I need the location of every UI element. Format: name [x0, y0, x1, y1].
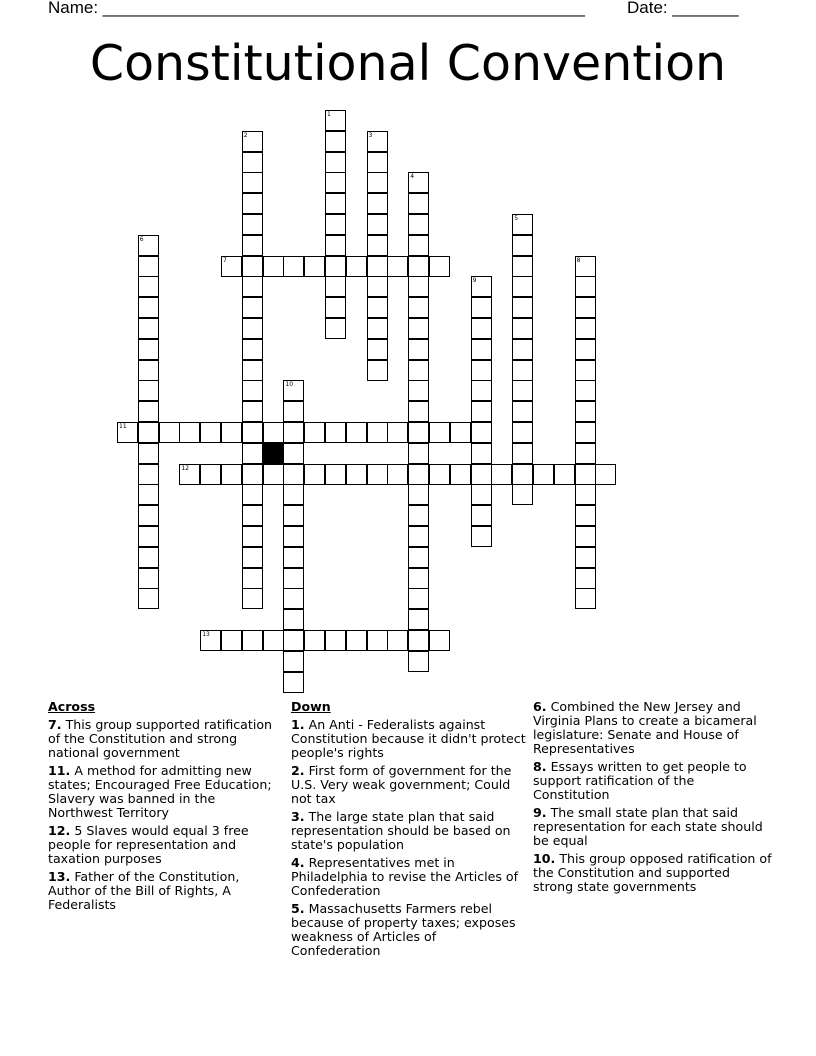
grid-cell[interactable] [283, 588, 304, 609]
grid-cell[interactable] [367, 422, 388, 443]
clue-number: 3 [368, 131, 373, 139]
grid-cell[interactable] [367, 235, 388, 256]
grid-cell[interactable] [429, 630, 450, 651]
clue-number: 9 [472, 277, 477, 285]
grid-cell[interactable] [221, 422, 242, 443]
grid-cell[interactable] [512, 380, 533, 401]
grid-cell[interactable] [242, 172, 263, 193]
grid-cell[interactable] [242, 464, 263, 485]
clue-text: Essays written to get people to support ratification of the Constitution [533, 759, 747, 802]
grid-cell[interactable] [429, 422, 450, 443]
grid-cell[interactable] [408, 276, 429, 297]
clue-number: 1. [291, 717, 305, 732]
grid-cell[interactable] [325, 630, 346, 651]
grid-cell[interactable] [575, 401, 596, 422]
grid-cell[interactable] [283, 401, 304, 422]
grid-cell[interactable] [304, 422, 325, 443]
down-clues-continued [533, 700, 773, 898]
grid-cell[interactable] [325, 276, 346, 297]
clue [48, 764, 278, 820]
grid-cell[interactable] [138, 568, 159, 589]
grid-cell[interactable] [242, 193, 263, 214]
grid-cell[interactable] [283, 505, 304, 526]
clue-text: This group supported ratification of the Constitution and strong national government [48, 717, 273, 760]
grid-cell[interactable] [117, 422, 138, 443]
grid-cell[interactable] [242, 214, 263, 235]
date-field-label: Date: _______ [627, 0, 739, 17]
grid-cell[interactable] [138, 318, 159, 339]
grid-cell[interactable] [408, 609, 429, 630]
grid-cell[interactable] [387, 256, 408, 277]
grid-cell[interactable] [242, 276, 263, 297]
grid-cell[interactable] [346, 630, 367, 651]
clue [291, 902, 526, 958]
grid-cell[interactable] [533, 464, 554, 485]
grid-cell[interactable] [408, 568, 429, 589]
grid-cell[interactable] [325, 152, 346, 173]
grid-cell[interactable] [471, 443, 492, 464]
grid-cell[interactable] [512, 256, 533, 277]
grid-cell[interactable] [242, 401, 263, 422]
grid-cell[interactable] [242, 131, 263, 152]
grid-cell[interactable] [242, 152, 263, 173]
grid-cell[interactable] [575, 360, 596, 381]
grid-cell[interactable] [283, 630, 304, 651]
grid-cell[interactable] [138, 443, 159, 464]
clue [533, 760, 773, 802]
grid-cell[interactable] [283, 609, 304, 630]
clue-number: 11 [119, 423, 127, 430]
page-title: Constitutional Convention [89, 35, 727, 92]
clue-number: 13. [48, 869, 71, 884]
grid-cell[interactable] [408, 464, 429, 485]
grid-cell[interactable] [471, 422, 492, 443]
grid-cell[interactable] [408, 443, 429, 464]
grid-cell[interactable] [512, 339, 533, 360]
across-clue-list [48, 718, 278, 912]
clue-number: 9. [533, 805, 547, 820]
clue-number: 6 [139, 235, 144, 243]
grid-cell[interactable] [221, 630, 242, 651]
grid-cell[interactable] [471, 526, 492, 547]
grid-cell[interactable] [512, 214, 533, 235]
grid-cell[interactable] [367, 131, 388, 152]
grid-cell[interactable] [367, 214, 388, 235]
grid-cell[interactable] [367, 276, 388, 297]
clue-number: 7. [48, 717, 62, 732]
grid-cell[interactable] [512, 484, 533, 505]
grid-cell[interactable] [242, 256, 263, 277]
grid-cell[interactable] [325, 297, 346, 318]
grid-cell[interactable] [575, 318, 596, 339]
grid-cell[interactable] [138, 547, 159, 568]
grid-cell[interactable] [325, 131, 346, 152]
grid-cell[interactable] [138, 235, 159, 256]
name-field-label: Name: ___________________________________________________ [48, 0, 585, 17]
down-clue-list-continued [533, 700, 773, 894]
grid-cell[interactable] [263, 256, 284, 277]
clue [291, 718, 526, 760]
grid-cell[interactable] [325, 422, 346, 443]
clue-number: 6. [533, 699, 547, 714]
clue-number: 11. [48, 763, 71, 778]
grid-cell[interactable] [575, 547, 596, 568]
grid-cell[interactable] [304, 630, 325, 651]
clue [291, 764, 526, 806]
grid-cell[interactable] [138, 297, 159, 318]
grid-cell[interactable] [387, 464, 408, 485]
grid-cell[interactable] [283, 380, 304, 401]
grid-cell[interactable] [242, 297, 263, 318]
grid-cell[interactable] [325, 318, 346, 339]
grid-cell[interactable] [138, 484, 159, 505]
grid-cell[interactable] [512, 443, 533, 464]
grid-cell[interactable] [575, 297, 596, 318]
grid-cell[interactable] [221, 464, 242, 485]
grid-cell[interactable] [304, 256, 325, 277]
clue [48, 824, 278, 866]
grid-cell[interactable] [575, 505, 596, 526]
grid-cell[interactable] [325, 256, 346, 277]
grid-cell[interactable] [304, 464, 325, 485]
grid-cell[interactable] [387, 422, 408, 443]
grid-cell[interactable] [242, 235, 263, 256]
grid-cell[interactable] [575, 526, 596, 547]
grid-cell[interactable] [512, 360, 533, 381]
grid-cell[interactable] [283, 568, 304, 589]
grid-cell[interactable] [283, 256, 304, 277]
grid-cell[interactable] [242, 380, 263, 401]
grid-cell[interactable] [408, 360, 429, 381]
grid-cell[interactable] [367, 152, 388, 173]
grid-cell[interactable] [408, 630, 429, 651]
clue-number: 5. [291, 901, 305, 916]
grid-cell[interactable] [200, 464, 221, 485]
grid-cell[interactable] [242, 505, 263, 526]
grid-cell[interactable] [242, 422, 263, 443]
grid-cell[interactable] [346, 422, 367, 443]
clue-text: Massachusetts Farmers rebel because of property taxes; exposes weakness of Articles of Confederation [291, 901, 516, 958]
grid-cell[interactable] [408, 214, 429, 235]
clue-text: The small state plan that said representation for each state should be equal [533, 805, 763, 848]
clue [291, 856, 526, 898]
clue-number: 5 [514, 215, 519, 222]
clue-text: Combined the New Jersey and Virginia Plans to create a bicameral legislature: Senate and House of Representatives [533, 699, 757, 756]
grid-cell[interactable] [575, 380, 596, 401]
grid-cell[interactable] [429, 464, 450, 485]
grid-cell[interactable] [408, 256, 429, 277]
grid-cell[interactable] [242, 443, 263, 464]
across-heading: Across [48, 699, 96, 714]
grid-cell[interactable] [263, 422, 284, 443]
grid-cell[interactable] [575, 484, 596, 505]
clue-number: 2. [291, 763, 305, 778]
grid-cell[interactable] [263, 630, 284, 651]
grid-cell[interactable] [471, 276, 492, 297]
grid-cell[interactable] [263, 464, 284, 485]
clue-text: The large state plan that said representation should be based on state's population [291, 809, 511, 852]
grid-cell[interactable] [575, 588, 596, 609]
grid-cell[interactable] [283, 547, 304, 568]
grid-cell[interactable] [512, 464, 533, 485]
grid-cell[interactable] [575, 464, 596, 485]
grid-cell[interactable] [283, 464, 304, 485]
clue-number: 10 [285, 381, 294, 389]
clue-number: 2 [243, 131, 248, 139]
grid-cell[interactable] [408, 193, 429, 214]
grid-cell[interactable] [200, 422, 221, 443]
grid-cell[interactable] [512, 422, 533, 443]
clue [533, 700, 773, 756]
grid-cell[interactable] [429, 256, 450, 277]
grid-cell[interactable] [138, 401, 159, 422]
grid-cell[interactable] [138, 256, 159, 277]
grid-cell[interactable] [346, 256, 367, 277]
clue-number: 4 [410, 173, 415, 181]
grid-cell[interactable] [471, 318, 492, 339]
grid-cell[interactable] [242, 484, 263, 505]
grid-cell[interactable] [575, 422, 596, 443]
grid-cell[interactable] [242, 318, 263, 339]
grid-cell[interactable] [471, 505, 492, 526]
grid-cell[interactable] [471, 339, 492, 360]
clue [48, 718, 278, 760]
grid-cell[interactable] [408, 318, 429, 339]
grid-cell[interactable] [408, 422, 429, 443]
grid-cell[interactable] [471, 401, 492, 422]
grid-cell[interactable] [325, 172, 346, 193]
grid-cell[interactable] [367, 172, 388, 193]
grid-cell[interactable] [138, 380, 159, 401]
grid-cell[interactable] [325, 235, 346, 256]
grid-cell[interactable] [471, 464, 492, 485]
grid-cell[interactable] [408, 339, 429, 360]
black-square [263, 443, 284, 464]
grid-cell[interactable] [367, 193, 388, 214]
down-clues [291, 700, 526, 962]
clue-text: 5 Slaves would equal 3 free people for representation and taxation purposes [48, 823, 249, 866]
grid-cell[interactable] [242, 339, 263, 360]
clue [533, 806, 773, 848]
grid-cell[interactable] [408, 380, 429, 401]
grid-cell[interactable] [554, 464, 575, 485]
grid-cell[interactable] [283, 526, 304, 547]
grid-cell[interactable] [512, 297, 533, 318]
grid-cell[interactable] [242, 360, 263, 381]
grid-cell[interactable] [471, 380, 492, 401]
grid-cell[interactable] [325, 464, 346, 485]
grid-cell[interactable] [179, 464, 200, 485]
grid-cell[interactable] [325, 193, 346, 214]
clue-text: An Anti - Federalists against Constitution because it didn't protect people's rights [291, 717, 526, 760]
grid-cell[interactable] [367, 360, 388, 381]
grid-cell[interactable] [408, 588, 429, 609]
clue-number: 13 [202, 631, 210, 638]
clue-number: 8. [533, 759, 547, 774]
grid-cell[interactable] [575, 276, 596, 297]
grid-cell[interactable] [138, 526, 159, 547]
clue [533, 852, 773, 894]
grid-cell[interactable] [179, 422, 200, 443]
clue-text: Representatives met in Philadelphia to revise the Articles of Confederation [291, 855, 519, 898]
grid-cell[interactable] [325, 110, 346, 131]
grid-cell[interactable] [408, 484, 429, 505]
grid-cell[interactable] [325, 214, 346, 235]
grid-cell[interactable] [408, 526, 429, 547]
grid-cell[interactable] [367, 256, 388, 277]
grid-cell[interactable] [408, 547, 429, 568]
clue-number: 10. [533, 851, 556, 866]
grid-cell[interactable] [512, 401, 533, 422]
grid-cell[interactable] [367, 339, 388, 360]
grid-cell[interactable] [471, 484, 492, 505]
grid-cell[interactable] [408, 401, 429, 422]
clue-text: This group opposed ratification of the Constitution and supported strong state governments [533, 851, 772, 894]
grid-cell[interactable] [575, 443, 596, 464]
clue [291, 810, 526, 852]
clue-number: 7 [223, 256, 227, 264]
grid-cell[interactable] [512, 235, 533, 256]
clue-number: 12 [181, 464, 190, 472]
grid-cell[interactable] [138, 588, 159, 609]
grid-cell[interactable] [408, 172, 429, 193]
grid-cell[interactable] [367, 464, 388, 485]
clue-number: 12. [48, 823, 71, 838]
grid-cell[interactable] [471, 360, 492, 381]
grid-cell[interactable] [138, 422, 159, 443]
grid-cell[interactable] [138, 276, 159, 297]
grid-cell[interactable] [283, 484, 304, 505]
grid-cell[interactable] [283, 672, 304, 693]
clue-number: 3. [291, 809, 305, 824]
grid-cell[interactable] [221, 256, 242, 277]
across-clues [48, 700, 278, 916]
grid-cell[interactable] [159, 422, 180, 443]
grid-cell[interactable] [491, 464, 512, 485]
grid-cell[interactable] [367, 318, 388, 339]
grid-cell[interactable] [283, 651, 304, 672]
grid-cell[interactable] [408, 505, 429, 526]
grid-cell[interactable] [200, 630, 221, 651]
grid-cell[interactable] [283, 443, 304, 464]
grid-cell[interactable] [575, 568, 596, 589]
grid-cell[interactable] [138, 339, 159, 360]
down-clue-list [291, 718, 526, 958]
clue-text: A method for admitting new states; Encouraged Free Education; Slavery was banned in the Northwest Territory [48, 763, 272, 820]
grid-cell[interactable] [138, 505, 159, 526]
grid-cell[interactable] [242, 568, 263, 589]
clue-text: Father of the Constitution, Author of the Bill of Rights, A Federalists [48, 869, 240, 912]
grid-cell[interactable] [512, 318, 533, 339]
grid-cell[interactable] [471, 297, 492, 318]
clue-number: 1 [327, 111, 331, 118]
grid-cell[interactable] [450, 422, 471, 443]
grid-cell[interactable] [242, 588, 263, 609]
grid-cell[interactable] [408, 651, 429, 672]
grid-cell[interactable] [387, 630, 408, 651]
clue-text: First form of government for the U.S. Very weak government; Could not tax [291, 763, 512, 806]
grid-cell[interactable] [242, 526, 263, 547]
grid-cell[interactable] [138, 464, 159, 485]
grid-cell[interactable] [367, 297, 388, 318]
grid-cell[interactable] [575, 256, 596, 277]
grid-cell[interactable] [595, 464, 616, 485]
clue-number: 4. [291, 855, 305, 870]
down-heading: Down [291, 699, 331, 714]
clue-number: 8 [576, 256, 581, 264]
grid-cell[interactable] [138, 360, 159, 381]
grid-cell[interactable] [367, 630, 388, 651]
grid-cell[interactable] [450, 464, 471, 485]
grid-cell[interactable] [346, 464, 367, 485]
grid-cell[interactable] [408, 235, 429, 256]
grid-cell[interactable] [575, 339, 596, 360]
grid-cell[interactable] [242, 630, 263, 651]
grid-cell[interactable] [283, 422, 304, 443]
clue [48, 870, 278, 912]
grid-cell[interactable] [512, 276, 533, 297]
grid-cell[interactable] [408, 297, 429, 318]
grid-cell[interactable] [242, 547, 263, 568]
